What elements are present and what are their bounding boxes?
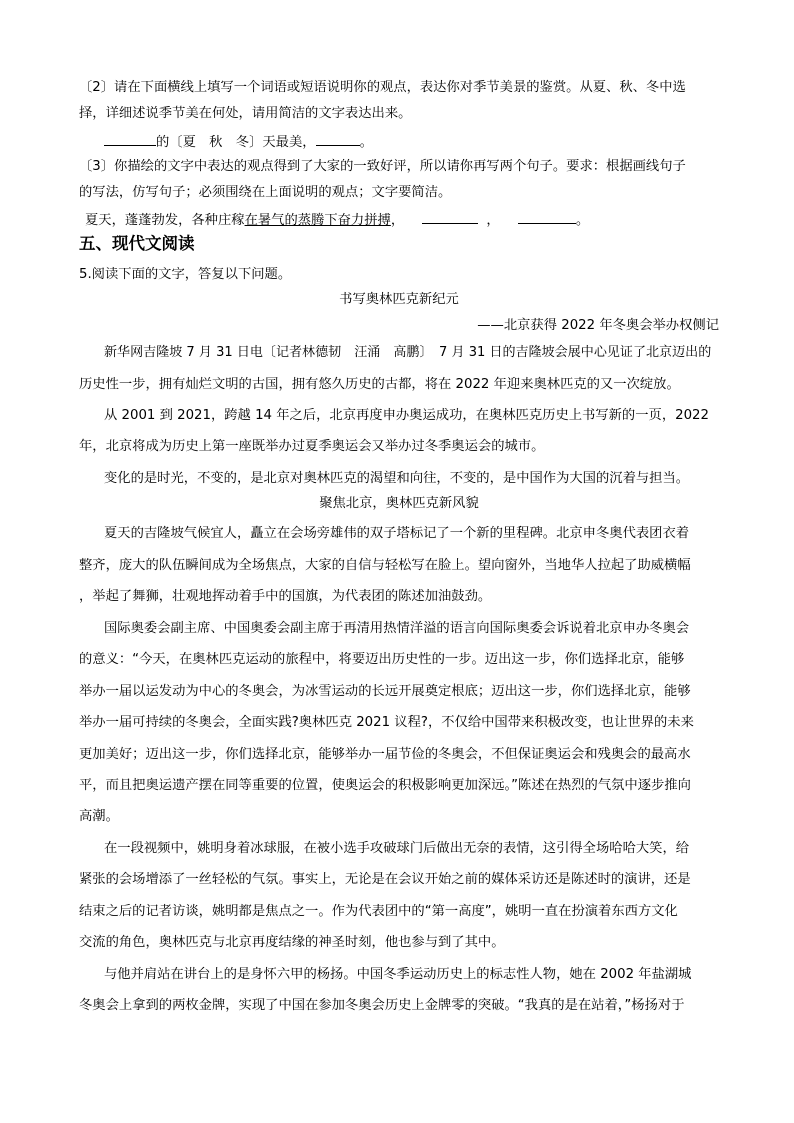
article-title: 书写奥林匹克新纪元 bbox=[339, 292, 459, 307]
q3-example-end: 。 bbox=[575, 213, 590, 228]
answer-blank[interactable] bbox=[422, 209, 478, 224]
paragraph-line: 夏天的吉隆坡气候宜人，矗立在会场旁雄伟的双子塔标记了一个新的里程碑。北京申冬奥代表团衣着 bbox=[104, 526, 690, 541]
underlined-sentence: 在暑气的蒸腾下奋力拼搏 bbox=[244, 213, 391, 228]
paragraph-line: 在一段视频中，姚明身着冰球服，在被小选手攻破球门后做出无奈的表情，这引得全场哈哈大笑，给 bbox=[104, 841, 690, 856]
article-subtitle: ——北京获得 2022 年冬奥会举办权侧记 bbox=[477, 318, 719, 333]
paragraph-line: 年，北京将成为历史上第一座既举办过夏季奥运会又举办过冬季奥运会的城市。 bbox=[79, 439, 545, 454]
q2-prompt-line-1: 〔2〕请在下面横线上填写一个词语或短语说明你的观点，表达你对季节美景的鉴赏。从夏、秋、冬中选 bbox=[79, 80, 686, 95]
answer-blank[interactable] bbox=[104, 131, 156, 146]
q3-example-sep2: ， bbox=[486, 213, 500, 228]
q2-fill-text: 的〔夏 秋 冬〕天最美， bbox=[156, 135, 316, 150]
q3-example-start: 夏天，蓬蓬勃发，各种庄稼 bbox=[85, 213, 245, 228]
paragraph-line: 举办一届以运发动为中心的冬奥会，为冰雪运动的长远开展奠定根底；迈出这一步，你们选择北京，能够 bbox=[79, 684, 691, 699]
answer-blank[interactable] bbox=[316, 131, 360, 146]
article-section-title: 聚焦北京，奥林匹克新风貌 bbox=[319, 496, 479, 511]
q3-prompt-line-2: 的写法，仿写句子；必须围绕在上面说明的观点；文字要简洁。 bbox=[79, 185, 452, 200]
paragraph-line: 整齐，庞大的队伍瞬间成为全场焦点，大家的自信与轻松写在脸上。望向窗外，当地华人拉起了助威横幅 bbox=[79, 558, 691, 573]
q2-prompt-line-2: 择，详细述说季节美在何处，请用简洁的文字表达出来。 bbox=[79, 106, 412, 121]
paragraph-line: 平，而且把奥运遗产摆在同等重要的位置，使奥运会的积极影响更加深远。”陈述在热烈的气氛中逐步推向 bbox=[79, 778, 691, 793]
paragraph-line: 更加美好；迈出这一步，你们选择北京，能够举办一届节俭的冬奥会，不但保证奥运会和残奥会的最高水 bbox=[79, 747, 691, 762]
paragraph-line: 高潮。 bbox=[79, 809, 119, 824]
paragraph-line: 历史性一步，拥有灿烂文明的古国，拥有悠久历史的古都，将在 2022 年迎来奥林匹克的又一次绽放。 bbox=[79, 377, 680, 392]
paragraph-line: 冬奥会上拿到的两枚金牌，实现了中国在参加冬奥会历史上金牌零的突破。“我真的是在站着，”杨扬对于 bbox=[79, 998, 685, 1013]
paragraph-line: 与他并肩站在讲台上的是身怀六甲的杨扬。中国冬季运动历史上的标志性人物，她在 2002 年盐湖城 bbox=[104, 967, 692, 982]
paragraph-line: 紧张的会场增添了一丝轻松的气氛。事实上，无论是在会议开始之前的媒体采访还是陈述时的演讲，还是 bbox=[79, 872, 691, 887]
q3-example-sep: ， bbox=[390, 213, 405, 228]
q2-fill-end: 。 bbox=[359, 135, 373, 150]
paragraph-line: 新华网吉隆坡 7 月 31 日电〔记者林德韧 汪涌 高鹏〕 7 月 31 日的吉隆坡会展中心见证了北京迈出的 bbox=[104, 345, 712, 360]
section-instruction: 5.阅读下面的文字，答复以下问题。 bbox=[79, 267, 292, 282]
paragraph-line: 国际奥委会副主席、中国奥委会副主席于再清用热情洋溢的语言向国际奥委会诉说着北京申办冬奥会 bbox=[104, 621, 690, 636]
paragraph-line: 从 2001 到 2021，跨越 14 年之后，北京再度申办奥运成功，在奥林匹克历史上书写新的一页，2022 bbox=[104, 408, 709, 423]
q3-prompt-line-1: 〔3〕你描绘的文字中表达的观点得到了大家的一致好评，所以请你再写两个句子。要求：根据画线句子 bbox=[79, 159, 686, 174]
q3-example-row bbox=[85, 209, 725, 231]
section-heading: 五、现代文阅读 bbox=[79, 234, 195, 253]
paragraph-line: 变化的是时光，不变的，是北京对奥林匹克的渴望和向往，不变的，是中国作为大国的沉着与担当。 bbox=[104, 471, 690, 486]
paragraph-line: 的意义：“今天，在奥林匹克运动的旅程中，将要迈出历史性的一步。迈出这一步，你们选择北京，能够 bbox=[79, 652, 685, 667]
q2-fill-in-row bbox=[104, 131, 719, 153]
paragraph-line: 交流的角色，奥林匹克与北京再度结缘的神圣时刻，他也参与到了其中。 bbox=[79, 935, 505, 950]
answer-blank[interactable] bbox=[518, 209, 576, 224]
paragraph-line: 结束之后的记者访谈，姚明都是焦点之一。作为代表团中的“第一高度”，姚明一直在扮演着东西方文化 bbox=[79, 904, 678, 919]
paragraph-line: ，举起了舞狮，壮观地挥动着手中的国旗，为代表团的陈述加油鼓劲。 bbox=[79, 589, 492, 604]
paragraph-line: 举办一届可持续的冬奥会，全面实践?奥林匹克 2021 议程?，不仅给中国带来积极改变，也让世界的未来 bbox=[79, 715, 694, 730]
